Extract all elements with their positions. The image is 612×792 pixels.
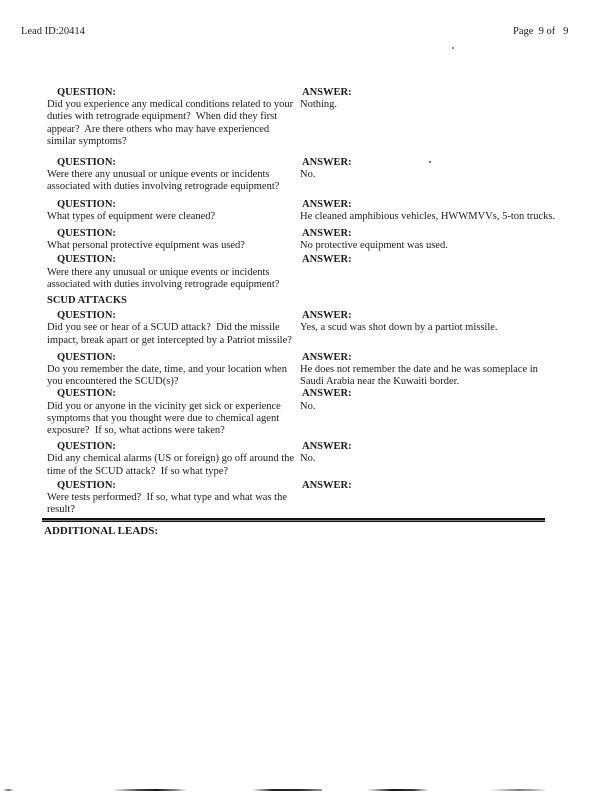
- answer-label: ANSWER:: [302, 87, 352, 98]
- answer-label: ANSWER:: [302, 254, 352, 266]
- answer-text: No.: [300, 453, 316, 465]
- answer-label: ANSWER:: [302, 479, 352, 491]
- answer-text: He cleaned amphibious vehicles, HWWMVVs, 5-ton trucks.: [300, 210, 556, 222]
- question-text: Were tests performed? If so, what type and what was the result?: [47, 492, 290, 516]
- section-divider-rule: [42, 518, 545, 522]
- question-label: QUESTION:: [57, 388, 116, 400]
- question-block: [47, 441, 300, 478]
- question-block: [47, 480, 300, 517]
- answer-block: [300, 199, 556, 223]
- answer-label: ANSWER:: [302, 157, 352, 169]
- question-label: QUESTION:: [57, 310, 116, 322]
- question-label: QUESTION:: [57, 441, 116, 453]
- answer-label: ANSWER:: [302, 198, 352, 210]
- answer-text: No.: [300, 400, 316, 412]
- answer-block: [300, 310, 556, 334]
- scan-artifact-smudge: [112, 789, 187, 791]
- scan-artifact-dot: [452, 47, 454, 49]
- additional-leads-heading: ADDITIONAL LEADS:: [44, 524, 158, 537]
- question-text: Did you see or hear of a SCUD attack? Did the missile impact, break apart or get intercepted by a Patriot missile?: [47, 322, 292, 346]
- qa-row: [47, 352, 612, 389]
- question-text: What personal protective equipment was used?: [47, 240, 245, 252]
- scan-artifact-smudge: [252, 789, 322, 791]
- answer-text: No protective equipment was used.: [300, 240, 448, 252]
- qa-row: [47, 441, 612, 478]
- question-block: [47, 254, 300, 291]
- question-block: [47, 199, 300, 223]
- answer-text: He does not remember the date and he was someplace in Saudi Arabia near the Kuwaiti border.: [300, 364, 541, 388]
- answer-block: [300, 228, 556, 252]
- answer-block: [300, 441, 556, 465]
- question-text: Did you experience any medical conditions related to your duties with retrograde equipment? When did they first appear? Are there others who may have experienced similar symptoms?: [47, 99, 296, 147]
- question-label: QUESTION:: [57, 228, 116, 240]
- question-label: QUESTION:: [57, 254, 116, 266]
- question-text: Were there any unusual or unique events or incidents associated with duties involving retrograde equipment?: [47, 266, 280, 290]
- question-block: [47, 388, 300, 437]
- answer-text: Yes, a scud was shot down by a partiot missile.: [300, 322, 498, 334]
- question-label: QUESTION:: [57, 198, 116, 210]
- question-block: [47, 157, 300, 194]
- answer-block: [300, 254, 556, 266]
- question-text: Do you remember the date, time, and your location when you encountered the SCUD(s)?: [47, 364, 290, 388]
- answer-label: ANSWER:: [302, 388, 352, 400]
- question-block: [47, 352, 300, 389]
- question-text: What types of equipment were cleaned?: [47, 210, 216, 222]
- answer-label: ANSWER:: [302, 351, 352, 363]
- question-text: Did you or anyone in the vicinity get sick or experience symptoms that you thought were due to chemical agent exposure? If so, what actions were taken?: [47, 400, 284, 437]
- qa-row: [47, 199, 612, 223]
- question-block: [47, 310, 300, 347]
- qa-row: [47, 228, 612, 252]
- scan-artifact-smudge: [367, 789, 429, 791]
- answer-block: [300, 352, 556, 389]
- scan-artifact-smudge: [3, 789, 14, 791]
- answer-label: ANSWER:: [302, 310, 352, 322]
- section-heading-scud-attacks: SCUD ATTACKS: [47, 295, 127, 307]
- qa-list: [0, 87, 612, 537]
- answer-text: Nothing.: [300, 99, 338, 111]
- lead-id: Lead ID:20414: [21, 26, 85, 37]
- answer-block: [300, 480, 556, 492]
- qa-row: [47, 87, 612, 148]
- question-label: QUESTION:: [57, 87, 116, 98]
- question-block: [47, 87, 300, 148]
- question-block: [47, 228, 300, 252]
- question-label: QUESTION:: [57, 479, 116, 491]
- answer-block: [300, 388, 556, 412]
- qa-row: [47, 388, 612, 437]
- question-text: Were there any unusual or unique events or incidents associated with duties involving retrograde equipment?: [47, 169, 280, 193]
- question-label: QUESTION:: [57, 157, 116, 169]
- answer-label: ANSWER:: [302, 441, 352, 453]
- qa-row: [47, 480, 612, 517]
- answer-label: ANSWER:: [302, 228, 352, 240]
- scan-artifact-smudge: [490, 789, 547, 791]
- answer-block: [300, 157, 556, 181]
- qa-row: [47, 310, 612, 347]
- page-number: Page 9 of 9: [513, 26, 569, 37]
- question-label: QUESTION:: [57, 351, 116, 363]
- answer-text: No.: [300, 169, 316, 181]
- qa-row: [47, 254, 612, 291]
- question-text: Did any chemical alarms (US or foreign) go off around the time of the SCUD attack? If so what type?: [47, 453, 297, 477]
- qa-row: [47, 157, 612, 194]
- answer-block: [300, 87, 556, 111]
